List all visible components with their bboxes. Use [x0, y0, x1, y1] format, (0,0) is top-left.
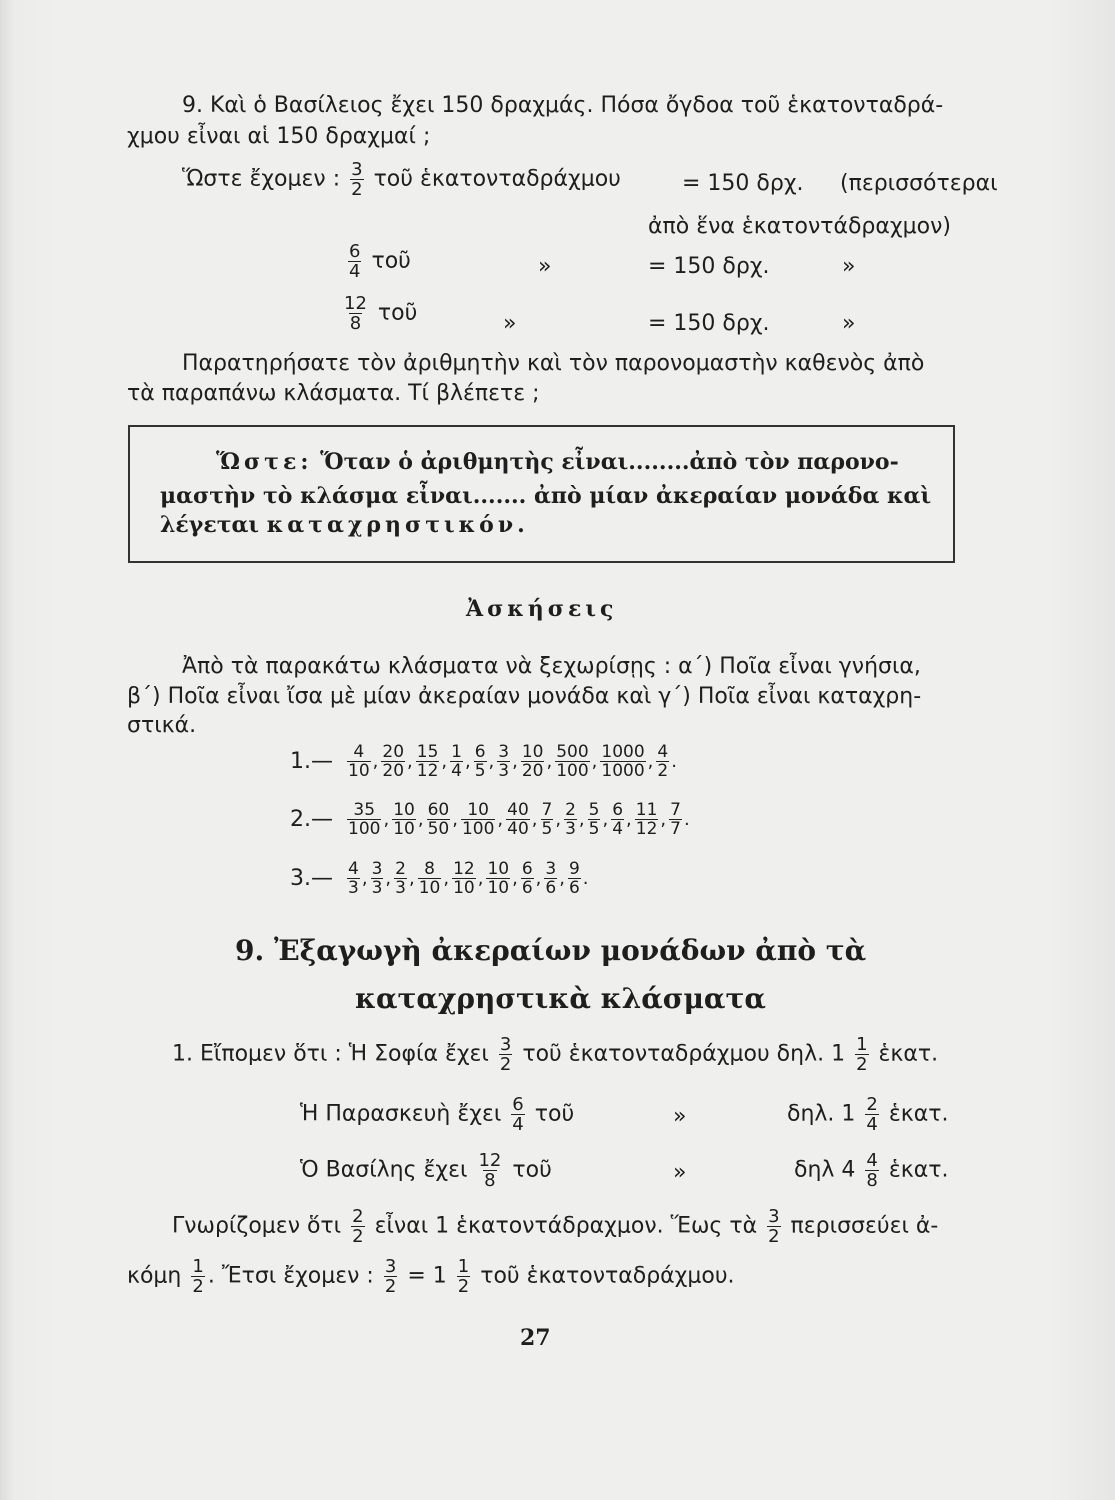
fraction-6-4: $\frac{6}{4}$	[349, 241, 361, 282]
exercise-row-2: 2.— $\frac{35}{100}$ , $\frac{10}{10}$ , $\frac{60}{50}$ , $\frac{10}{100}$ , $\frac{40}{40}$ , $\frac{7}{5}$ , $\frac{2}{3}$ , $\frac{5}{5}$ , $\frac{6}{4}$ , $\frac{11}{12}$ , $\frac{7}{7}$ .	[290, 800, 690, 839]
fraction: $\frac{7}{7}$	[670, 800, 681, 839]
fraction-1-2: $\frac{1}{2}$	[856, 1034, 868, 1075]
ditto-mark: »	[538, 254, 552, 279]
fraction: $\frac{5}{5}$	[588, 800, 600, 839]
section-heading-line-2: καταχρηστικὰ κλάσματα	[355, 982, 766, 1015]
equation-1-value: = 150 δρχ.	[682, 171, 804, 196]
fraction: $\frac{3}{3}$	[371, 859, 383, 898]
observe-line-2: τὰ παραπάνω κλάσματα. Τί βλέπετε ;	[127, 381, 540, 406]
fraction: $\frac{500}{100}$	[556, 742, 589, 781]
fraction: $\frac{10}{10}$	[487, 859, 510, 898]
fraction: $\frac{3}{3}$	[498, 742, 510, 781]
exercise-row-label: 3.—	[290, 866, 333, 891]
rule-line-1: Ὥστε: Ὅταν ὁ ἀριθμητὴς εἶναι........ἀπὸ τὸν παρονο-	[216, 449, 899, 475]
exercise-row-label: 1.—	[290, 749, 333, 774]
fraction: $\frac{2}{3}$	[565, 800, 576, 839]
fraction: $\frac{2}{3}$	[395, 859, 406, 898]
fraction: $\frac{15}{12}$	[416, 742, 439, 781]
fraction-4-8: $\frac{4}{8}$	[866, 1150, 878, 1191]
fraction-2-4: $\frac{2}{4}$	[866, 1094, 878, 1135]
fraction: $\frac{4}{2}$	[657, 742, 669, 781]
equation-3-value: = 150 δρχ.	[648, 311, 770, 336]
fraction: $\frac{1000}{1000}$	[601, 742, 645, 781]
problem-9-line-2: χμου εἶναι αἱ 150 δραχμαί ;	[127, 124, 431, 149]
equation-1	[182, 160, 621, 199]
fraction: $\frac{11}{12}$	[635, 800, 658, 839]
fraction: $\frac{9}{6}$	[568, 859, 580, 898]
vasilis-line: Ὁ Βασίλης ἔχει $\frac{12}{8}$ τοῦ	[300, 1150, 552, 1191]
equation-1-text: τοῦ ἑκατονταδράχμου	[373, 166, 621, 192]
equation-1-prefix: Ὥστε ἔχομεν :	[182, 166, 341, 192]
ditto-mark: »	[673, 1104, 687, 1129]
equation-2: $\frac{6}{4}$ τοῦ	[349, 241, 411, 282]
rule-line-3: λέγεται καταχρηστικόν.	[160, 512, 529, 538]
ditto-mark: »	[673, 1160, 687, 1185]
fraction: $\frac{1}{4}$	[451, 742, 462, 781]
problem-9-line-1: 9. Καὶ ὁ Βασίλειος ἔχει 150 δραχμάς. Πόσα ὄγδοα τοῦ ἑκατονταδρά-	[182, 93, 944, 118]
fraction: $\frac{40}{40}$	[507, 800, 529, 839]
fraction: $\frac{10}{20}$	[521, 742, 544, 781]
fraction-2-2: $\frac{2}{2}$	[352, 1206, 364, 1247]
exercises-intro-3: στικά.	[127, 713, 197, 738]
fraction-1-2: $\frac{1}{2}$	[457, 1256, 470, 1297]
fraction: $\frac{10}{10}$	[393, 800, 415, 839]
fraction: $\frac{8}{10}$	[418, 859, 441, 898]
exercises-title: Ἀσκήσεις	[466, 596, 618, 622]
sofia-line: 1. Εἴπομεν ὅτι : Ἡ Σοφία ἔχει $\frac{3}{2}$ τοῦ ἑκατονταδράχμου δηλ. 1 $\frac{1}{2}$ ἑκατ.	[172, 1034, 939, 1075]
exercises-intro-1: Ἀπὸ τὰ παρακάτω κλάσματα νὰ ξεχωρίσῃς : α΄) Ποῖα εἶναι γνήσια,	[182, 654, 921, 679]
fraction: $\frac{35}{100}$	[348, 800, 381, 839]
equation-3: $\frac{12}{8}$ τοῦ	[344, 293, 418, 334]
fraction: $\frac{6}{4}$	[612, 800, 624, 839]
fraction: $\frac{60}{50}$	[427, 800, 450, 839]
exercise-row-3: 3.— $\frac{4}{3}$ , $\frac{3}{3}$ , $\frac{2}{3}$ , $\frac{8}{10}$ , $\frac{12}{10}$ , $\frac{10}{10}$ , $\frac{6}{6}$ , $\frac{3}{6}$ , $\frac{9}{6}$ .	[290, 859, 589, 898]
last-line: κόμη $\frac{1}{2}$ . Ἔτσι ἔχομεν : $\frac{3}{2}$ = 1 $\frac{1}{2}$ τοῦ ἑκατονταδράχμου.	[127, 1256, 735, 1297]
section-heading-line-1: 9. Ἐξαγωγὴ ἀκεραίων μονάδων ἀπὸ τὰ	[235, 934, 867, 967]
fraction-3-2: $\frac{3}{2}$	[768, 1206, 780, 1247]
exercise-row-label: 2.—	[290, 807, 333, 832]
fraction: $\frac{10}{100}$	[461, 800, 495, 839]
rule-line-2: μαστὴν τὸ κλάσμα εἶναι....... ἀπὸ μίαν ἀκεραίαν μονάδα καὶ	[160, 483, 932, 509]
paraskevi-line: Ἡ Παρασκευὴ ἔχει $\frac{6}{4}$ τοῦ	[300, 1094, 575, 1135]
ditto-mark: »	[842, 311, 856, 336]
ditto-mark: »	[842, 254, 856, 279]
equation-1-note-cont: ἀπὸ ἕνα ἑκατοντάδραχμον)	[648, 214, 951, 239]
fraction-3-2: $\frac{3}{2}$	[499, 1034, 512, 1075]
fraction: $\frac{6}{5}$	[474, 742, 486, 781]
fraction: $\frac{4}{3}$	[348, 859, 359, 898]
fraction-12-8: $\frac{12}{8}$	[344, 293, 367, 334]
fraction-6-4: $\frac{6}{4}$	[512, 1094, 524, 1135]
ditto-mark: »	[503, 311, 517, 336]
exercise-row-1: 1.— $\frac{4}{10}$ , $\frac{20}{20}$ , $\frac{15}{12}$ , $\frac{1}{4}$ , $\frac{6}{5}$ , $\frac{3}{3}$ , $\frac{10}{20}$ , $\frac{500}{100}$ , $\frac{1000}{1000}$ , $\frac{4}{2}$ .	[290, 742, 677, 781]
page-number: 27	[520, 1325, 551, 1351]
fraction: $\frac{4}{10}$	[348, 742, 370, 781]
know-line: Γνωρίζομεν ὅτι $\frac{2}{2}$ εἶναι 1 ἑκατοντάδραχμον. Ἕως τὰ $\frac{3}{2}$ περισσεύει ἀ-	[172, 1206, 939, 1247]
fraction: $\frac{12}{10}$	[453, 859, 475, 898]
fraction: $\frac{7}{5}$	[541, 800, 553, 839]
exercises-intro-2: β΄) Ποῖα εἶναι ἴσα μὲ μίαν ἀκεραίαν μονάδα καὶ γ΄) Ποῖα εἶναι καταχρη-	[127, 684, 922, 709]
observe-line-1: Παρατηρήσατε τὸν ἀριθμητὴν καὶ τὸν παρονομαστὴν καθενὸς ἀπὸ	[182, 351, 925, 376]
paraskevi-result: δηλ. 1 $\frac{2}{4}$ ἑκατ.	[787, 1094, 949, 1135]
fraction: $\frac{20}{20}$	[382, 742, 405, 781]
equation-1-note: (περισσότεραι	[840, 171, 998, 196]
equation-2-value: = 150 δρχ.	[648, 254, 770, 279]
fraction-12-8: $\frac{12}{8}$	[478, 1150, 502, 1191]
fraction: $\frac{3}{6}$	[545, 859, 557, 898]
fraction-1-2: $\frac{1}{2}$	[192, 1256, 204, 1297]
vasilis-result: δηλ 4 $\frac{4}{8}$ ἑκατ.	[794, 1150, 949, 1191]
fraction-3-2: $\frac{3}{2}$	[384, 1256, 397, 1297]
fraction: $\frac{6}{6}$	[521, 859, 533, 898]
fraction-3-2: $\frac{3}{2}$	[351, 159, 363, 200]
